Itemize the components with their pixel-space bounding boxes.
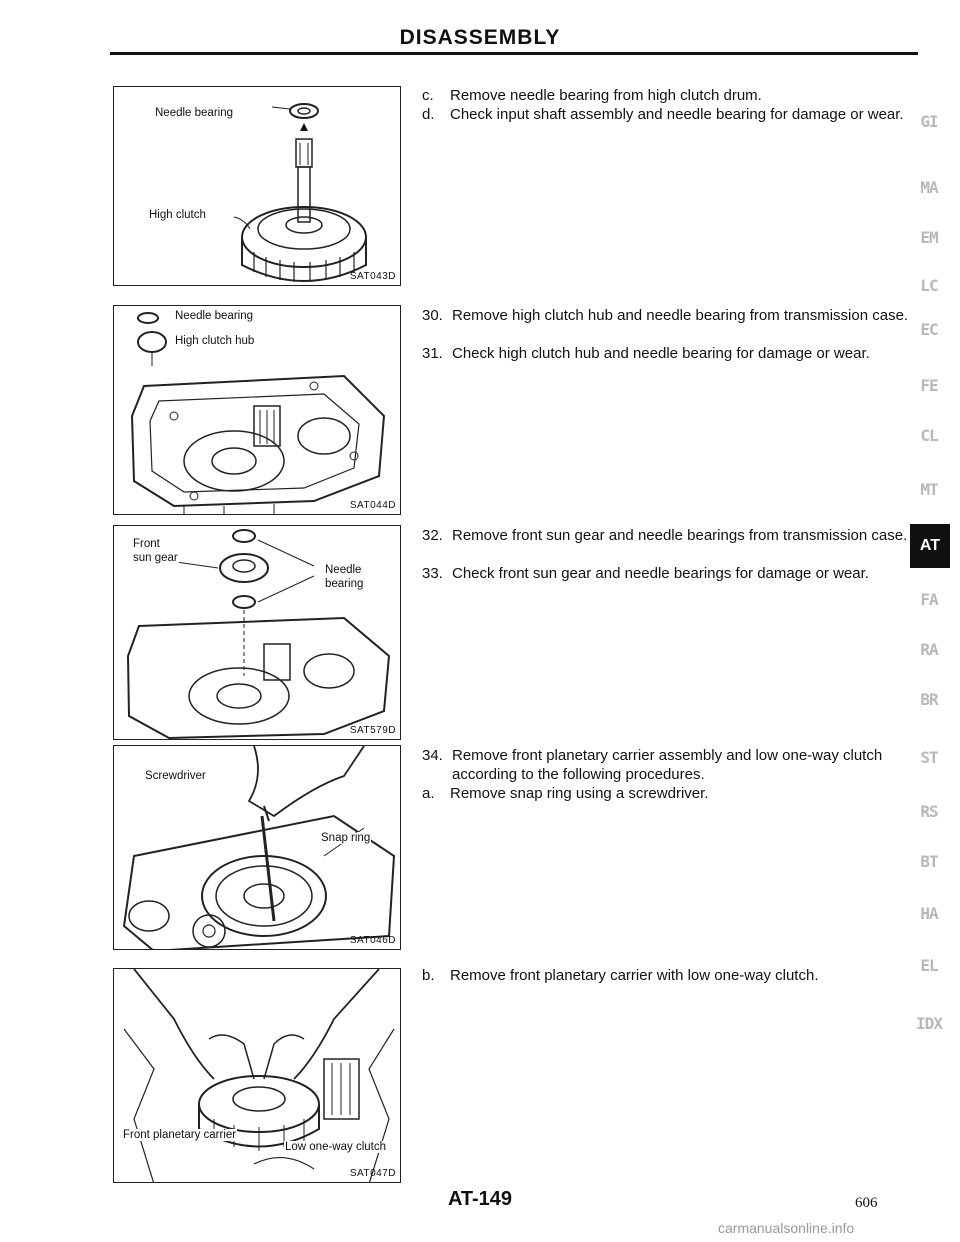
step-text: Remove snap ring using a screwdriver. — [450, 785, 709, 802]
section-tab-em[interactable]: EM — [920, 228, 938, 247]
section-tab-el[interactable]: EL — [920, 956, 938, 975]
figure-code: SAT046D — [349, 935, 396, 946]
label-high-clutch: High clutch — [149, 209, 206, 221]
section-tab-bt[interactable]: BT — [920, 852, 938, 871]
section-tab-idx[interactable]: IDX — [916, 1014, 942, 1033]
section-tab-rs[interactable]: RS — [920, 802, 938, 821]
figure-illustration-transmission-case — [114, 306, 401, 515]
step-text: Check high clutch hub and needle bearing for damage or wear. — [452, 345, 870, 362]
figure-snap-ring-removal — [113, 745, 401, 950]
figure-code: SAT043D — [349, 271, 396, 282]
step-30 — [422, 306, 912, 325]
step-31 — [422, 344, 912, 363]
step-number: a. — [422, 785, 435, 802]
section-tab-cl[interactable]: CL — [920, 426, 938, 445]
step-32 — [422, 526, 912, 545]
label-snap-ring: Snap ring — [321, 832, 371, 844]
figure-code: SAT044D — [349, 500, 396, 511]
page-title: DISASSEMBLY — [399, 26, 561, 49]
step-34 — [422, 746, 912, 784]
section-tab-ha[interactable]: HA — [920, 904, 938, 923]
label-needle-bearing: Needle bearing — [155, 107, 234, 119]
step-number: 31. — [422, 345, 443, 362]
watermark-text: carmanualsonline.info — [718, 1220, 855, 1236]
section-tab-fe[interactable]: FE — [920, 376, 938, 395]
figure-high-clutch-hub — [113, 305, 401, 515]
step-number: 33. — [422, 565, 443, 582]
section-page-code: AT-149 — [447, 1188, 513, 1210]
figure-code: SAT579D — [349, 725, 396, 736]
step-d — [422, 105, 912, 124]
step-text: Check front sun gear and needle bearings for damage or wear. — [452, 565, 869, 582]
label-high-clutch-hub: High clutch hub — [175, 335, 255, 347]
label-needle: Needle — [325, 564, 362, 576]
label-front-planetary-carrier: Front planetary carrier — [123, 1129, 237, 1141]
figure-front-sun-gear — [113, 525, 401, 740]
step-a — [422, 784, 912, 803]
step-number: 30. — [422, 307, 443, 324]
label-screwdriver: Screwdriver — [145, 770, 206, 782]
figure-code: SAT047D — [349, 1168, 396, 1179]
step-33 — [422, 564, 912, 583]
section-tab-fa[interactable]: FA — [920, 590, 938, 609]
step-b — [422, 966, 912, 985]
step-number: 34. — [422, 747, 443, 764]
step-c — [422, 86, 912, 105]
section-tab-st[interactable]: ST — [920, 748, 938, 767]
step-text: Remove front sun gear and needle bearings from transmission case. — [452, 527, 908, 544]
step-text: Remove front planetary carrier with low one-way clutch. — [450, 967, 819, 984]
figure-high-clutch-drum — [113, 86, 401, 286]
section-tab-mt[interactable]: MT — [920, 480, 938, 499]
section-tab-lc[interactable]: LC — [920, 276, 938, 295]
step-number: 32. — [422, 527, 443, 544]
label-bearing: bearing — [325, 578, 364, 590]
step-text: Remove front planetary carrier assembly and low one-way clutch according to the following procedures. — [452, 747, 883, 783]
step-text: Remove high clutch hub and needle bearing from transmission case. — [452, 307, 909, 324]
section-tab-gi[interactable]: GI — [920, 112, 938, 131]
label-needle-bearing: Needle bearing — [175, 310, 254, 322]
page-number: 606 — [855, 1195, 878, 1211]
section-tab-ec[interactable]: EC — [920, 320, 938, 339]
label-low-one-way-clutch: Low one-way clutch — [285, 1141, 386, 1153]
label-front: Front — [133, 538, 160, 550]
section-tab-br[interactable]: BR — [920, 690, 938, 709]
step-number: b. — [422, 967, 435, 984]
step-number: d. — [422, 106, 435, 123]
step-number: c. — [422, 87, 434, 104]
figure-front-planetary-carrier — [113, 968, 401, 1183]
header-rule — [110, 52, 918, 55]
section-tab-at[interactable]: AT — [910, 524, 950, 568]
step-text: Check input shaft assembly and needle bearing for damage or wear. — [450, 106, 904, 123]
label-sun-gear: sun gear — [133, 552, 178, 564]
section-tab-ra[interactable]: RA — [920, 640, 938, 659]
section-tab-ma[interactable]: MA — [920, 178, 938, 197]
step-text: Remove needle bearing from high clutch drum. — [450, 87, 762, 104]
